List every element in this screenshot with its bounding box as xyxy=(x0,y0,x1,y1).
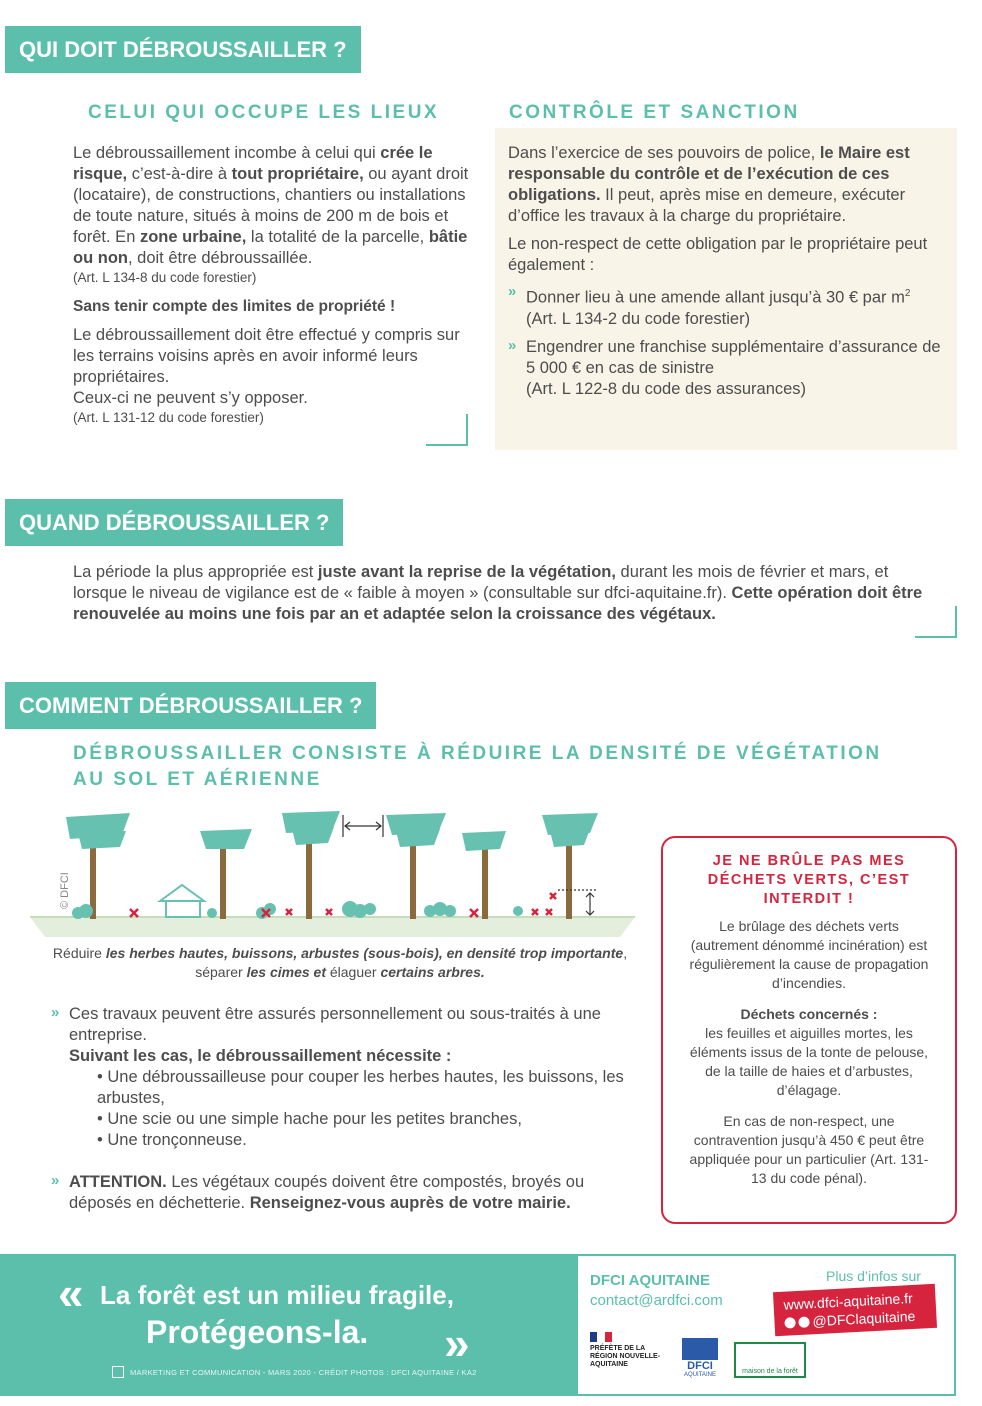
logo-mark-icon xyxy=(112,1366,124,1378)
footer-contact-box xyxy=(576,1254,956,1396)
bullet-item: • Une débroussailleuse pour couper les herbes hautes, les buissons, les arbustes, xyxy=(97,1068,624,1107)
section-banner-how: COMMENT DÉBROUSSAILLER ? xyxy=(5,682,376,729)
double-chevron-icon: » xyxy=(51,1172,56,1189)
control-box xyxy=(495,128,957,450)
insurance-item: » Engendrer une franchise supplémentaire d’assurance de 5 000 € en cas de sinistre (Art. L 122-8 du code des assurances) xyxy=(508,336,941,398)
footer-quote-panel xyxy=(0,1254,576,1396)
who-reference-1: (Art. L 134-8 du code forestier) xyxy=(73,270,257,285)
twitter-icon[interactable] xyxy=(798,1316,810,1328)
bullet-item: • Une scie ou une simple hache pour les petites branches, xyxy=(97,1110,522,1128)
who-subtitle: CELUI QUI OCCUPE LES LIEUX xyxy=(88,102,440,123)
illustration-caption: Réduire les herbes hautes, buissons, arbustes (sous-bois), en densité trop importante, séparer les cimes et élaguer certains arbres. xyxy=(52,945,628,980)
attention-item: » ATTENTION. Les végétaux coupés doivent être compostés, broyés ou déposés en déchetterie. Renseignez-vous auprès de votre mairie. xyxy=(51,1172,585,1212)
corner-decoration xyxy=(426,414,468,446)
who-bold-line: Sans tenir compte des limites de propriété ! xyxy=(73,298,396,315)
how-list xyxy=(51,1004,641,1214)
double-chevron-icon: » xyxy=(508,283,513,300)
house-icon xyxy=(160,885,204,917)
web-badge xyxy=(773,1284,937,1336)
warning-paragraph-1: Le brûlage des déchets verts (autrement dénommé incinération) est régulièrement la cause de propagation d’incendies. xyxy=(689,918,929,991)
social-handle[interactable]: @DFClaquitaine xyxy=(812,1307,916,1330)
corner-decoration xyxy=(915,606,957,638)
who-neighbors-paragraph: Le débroussaillement doit être effectué y compris sur les terrains voisins après en avoir informé leurs propriétaires. xyxy=(73,326,460,386)
warning-paragraph-3: En cas de non-respect, une contravention jusqu’à 450 € peut être appliquée pour un particulier (Art. 131-13 du code pénal). xyxy=(689,1113,929,1186)
quote-close-icon: » xyxy=(444,1317,470,1369)
website-link[interactable]: www.dfci-aquitaine.fr xyxy=(783,1289,914,1313)
who-no-oppose: Ceux-ci ne peuvent s’y opposer. xyxy=(73,389,308,407)
prefecture-logo: PRÉFÈTE DE LA RÉGION NOUVELLE-AQUITAINE xyxy=(590,1332,662,1369)
section-banner-when: QUAND DÉBROUSSAILLER ? xyxy=(5,499,343,546)
email-link[interactable]: contact@ardfci.com xyxy=(590,1292,723,1309)
illustration-credit: © DFCI xyxy=(59,872,71,909)
double-chevron-icon: » xyxy=(508,336,513,354)
control-subtitle: CONTRÔLE ET SANCTION xyxy=(509,102,800,123)
double-chevron-icon: » xyxy=(51,1004,56,1021)
warning-box xyxy=(661,836,957,1224)
facebook-icon[interactable] xyxy=(784,1317,796,1329)
bullet-item: • Une tronçonneuse. xyxy=(97,1131,247,1149)
org-name: DFCI AQUITAINE xyxy=(590,1272,710,1289)
quote-line-2: Protégeons-la. xyxy=(146,1314,369,1350)
fine-item: » Donner lieu à une amende allant jusqu’à 30 € par $m^2$ (Art. L 134-2 du code forestier) xyxy=(508,283,911,328)
vegetation-illustration xyxy=(30,805,650,940)
how-subtitle-2: AU SOL ET AÉRIENNE xyxy=(73,769,322,790)
who-paragraph: Le débroussaillement incombe à celui qui crée le risque, c’est-à-dire à tout propriétaire, ou ayant droit (locataire), de constructions, chantiers ou installations de toute nature, situés à moins de 200 m de bois et forêt. En zone urbaine, la totalité de la parcelle, bâtie ou non, doit être débroussaillée. xyxy=(73,144,469,267)
maison-foret-logo: maison de la forêt xyxy=(734,1342,806,1378)
footer-credits: MARKETING ET COMMUNICATION - MARS 2020 - CRÉDIT PHOTOS : DFCI AQUITAINE / KA2 xyxy=(130,1368,477,1377)
how-list-item: » Ces travaux peuvent être assurés personnellement ou sous-traités à une entreprise. Suivant les cas, le débroussaillement nécessite : • Une débroussailleuse pour couper les herbes hautes, les buissons, les arbustes, • Une scie ou une simple hache pour les petites branches, • Une tronçonneuse. xyxy=(51,1004,641,1151)
when-paragraph: La période la plus appropriée est juste avant la reprise de la végétation, durant les mois de février et mars, et lorsque le niveau de vigilance est de « faible à moyen » (consultable sur dfci-aquitaine.fr). Cette opération doit être renouvelée au moins une fois par an et adaptée selon la croissance des végétaux. xyxy=(73,563,923,623)
control-paragraph-2: Le non-respect de cette obligation par le propriétaire peut également : xyxy=(508,235,928,274)
who-reference-2: (Art. L 131-12 du code forestier) xyxy=(73,410,264,425)
warning-paragraph-2: Déchets concernés : les feuilles et aiguilles mortes, les éléments issus de la tonte de pelouse, de la taille de haies et d’arbustes, d’élagage. xyxy=(689,1006,929,1098)
section-banner-who: QUI DOIT DÉBROUSSAILLER ? xyxy=(5,26,361,73)
quote-open-icon: « xyxy=(58,1267,84,1319)
how-subtitle-1: DÉBROUSSAILLER CONSISTE À RÉDUIRE LA DENSITÉ DE VÉGÉTATION xyxy=(73,743,882,764)
who-text-block xyxy=(73,143,471,427)
more-info-label: Plus d’infos sur xyxy=(826,1268,921,1284)
control-paragraph: Dans l’exercice de ses pouvoirs de police, le Maire est responsable du contrôle et de l’exécution de ces obligations. Il peut, après mise en demeure, exécuter d’office les travaux à la charge du propriétaire. xyxy=(508,144,910,225)
warning-title: JE NE BRÛLE PAS MES DÉCHETS VERTS, C’EST INTERDIT ! xyxy=(707,853,911,907)
quote-line-1: La forêt est un milieu fragile, xyxy=(100,1280,454,1310)
dfci-logo: DFCI AQUITAINE xyxy=(682,1338,718,1382)
french-flag-icon xyxy=(590,1332,612,1342)
